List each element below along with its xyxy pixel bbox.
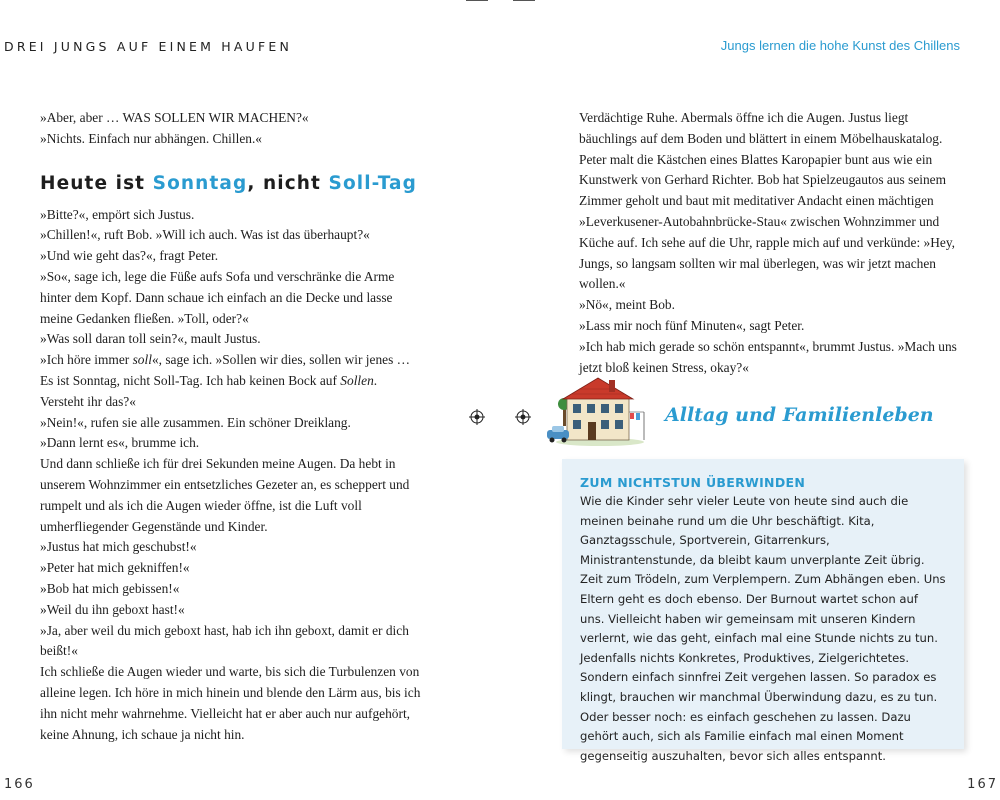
- house-icon: [545, 372, 645, 448]
- text-emphasis: Sollen: [340, 372, 374, 388]
- text-line: »Ich hab mich gerade so schön entspannt«, brummt Justus. »Mach uns jetzt bloß keinen Stress, okay?«: [579, 338, 957, 375]
- text-segment: . Versteht ihr das?«: [40, 372, 378, 409]
- left-column: [40, 108, 424, 745]
- right-column: [579, 108, 963, 378]
- crop-mark-left: [466, 0, 488, 1]
- text-segment: «, sage ich. »Sollen wir dies, sollen wir jenes … Es ist Sonntag, nicht Soll-Tag. Ich hab keinen Bock auf: [40, 352, 411, 388]
- text-line: »Weil du ihn geboxt hast!«: [40, 601, 185, 617]
- text-line: »Justus hat mich geschubst!«: [40, 539, 197, 555]
- heading-part: Heute ist: [40, 172, 153, 194]
- text-line: »So«, sage ich, lege die Füße aufs Sofa und verschränke die Arme hinter dem Kopf. Dann schaue ich einfach an die Decke und lasse meine Gedanken fließen. »Toll, oder?«: [40, 268, 395, 326]
- text-line: »Nein!«, rufen sie alle zusammen. Ein schöner Dreiklang.: [40, 414, 351, 430]
- text-line: »Aber, aber … WAS SOLLEN WIR MACHEN?«: [40, 110, 309, 125]
- registration-mark-icon: [469, 409, 485, 425]
- chapter-heading: [40, 172, 424, 196]
- page-number-left: 166: [4, 777, 35, 792]
- heading-part: , nicht: [247, 172, 329, 194]
- text-line: Und dann schließe ich für drei Sekunden meine Augen. Da hebt in unserem Wohnzimmer ein entsetzliches Gezeter an, es scheppert und rumpelt und als ich die Augen wieder öffne, ist die Luft voll umherfliegender Gegenstände und Kinder.: [40, 456, 410, 534]
- text-line: »Nö«, meint Bob.: [579, 297, 675, 313]
- heading-highlight: Soll-Tag: [328, 172, 417, 194]
- text-paragraph-sollen: [40, 350, 424, 412]
- text-line: »Chillen!«, ruft Bob. »Will ich auch. Was ist das überhaupt?«: [40, 227, 370, 243]
- text-line: »Bob hat mich gebissen!«: [40, 580, 180, 596]
- text-line: »Nichts. Einfach nur abhängen. Chillen.«: [40, 130, 263, 146]
- text-line: Ich schließe die Augen wieder und warte, bis sich die Turbulenzen von alleine legen. Ich höre in mich hinein und blende den Lärm aus, bis ich ihn nicht mehr wahrnehme. Vielleicht hat er aber auch nur aufgehört, keine Ahnung, ich schaue ja nicht hin.: [40, 664, 421, 742]
- text-line: »Was soll daran toll sein?«, mault Justus.: [40, 331, 261, 347]
- section-title: Alltag und Familienleben: [665, 404, 934, 426]
- text-segment: »Ich höre immer: [40, 352, 133, 368]
- text-line: »Und wie geht das?«, fragt Peter.: [40, 248, 219, 264]
- running-header-left: DREI JUNGS AUF EINEM HAUFEN: [4, 39, 293, 54]
- text-line: »Ja, aber weil du mich geboxt hast, hab ich ihn geboxt, damit er dich beißt!«: [40, 622, 409, 659]
- crop-mark-right: [513, 0, 535, 1]
- text-line: »Peter hat mich gekniffen!«: [40, 560, 190, 576]
- text-line: »Lass mir noch fünf Minuten«, sagt Peter.: [579, 317, 805, 333]
- heading-highlight: Sonntag: [152, 172, 248, 194]
- page-number-right: 167: [967, 777, 998, 792]
- registration-mark-icon: [515, 409, 531, 425]
- text-line: Verdächtige Ruhe. Abermals öffne ich die Augen. Justus liegt bäuchlings auf dem Boden und blättert in einem Möbelhauskatalog. Peter malt die Kästchen eines Blattes Karopapier bunt aus wie ein Kunstwerk von Gerhard Richter. Bob hat Spielzeugautos aus seinem Zimmer geholt und baut mit meditativer Andacht einen mächtigen »Leverkusener-Autobahnbrücke-Stau« zwischen Wohnzimmer und Küche auf. Ich sehe auf die Uhr, rapple mich auf und verkünde: »Hey, Jungs, so langsam sollten wir mal überlegen, was wir jetzt machen wollen.«: [579, 110, 955, 292]
- running-header-right: Jungs lernen die hohe Kunst des Chillens: [720, 38, 960, 53]
- info-box-text: Wie die Kinder sehr vieler Leute von heute sind auch die meinen beinahe rund um die Uhr beschäftigt. Kita, Ganztagsschule, Sportverein, Gitarrenkurs, Ministrantenstunde, da bleibt kaum unverplante Zeit übrig. Zeit zum Trödeln, zum Verplempern. Zum Abhängen eben. Uns Eltern geht es doch ebenso. Der Burnout wartet schon auf uns. Vielleicht haben wir gemeinsam mit unseren Kindern verlernt, wie das geht, einfach mal eine Stunde nichts zu tun. Jedenfalls nichts Konkretes, Produktives, Zielgerichtetes. Sondern einfach sinnfrei Zeit vergehen lassen. So paradox es klingt, brauchen wir manchmal Überwindung dazu, es zu tun. Oder besser noch: es einfach geschehen zu lassen. Dazu gehört auch, sich als Familie einfach mal einen Moment gegenseitig auszuhalten, bevor sich alles entspannt.: [580, 494, 946, 763]
- text-line: »Dann lernt es«, brumme ich.: [40, 435, 200, 451]
- text-emphasis: soll: [132, 352, 152, 368]
- info-box: [562, 459, 964, 763]
- info-box-title: ZUM NICHTSTUN ÜBERWINDEN: [580, 475, 806, 490]
- text-line: »Bitte?«, empört sich Justus.: [40, 206, 195, 222]
